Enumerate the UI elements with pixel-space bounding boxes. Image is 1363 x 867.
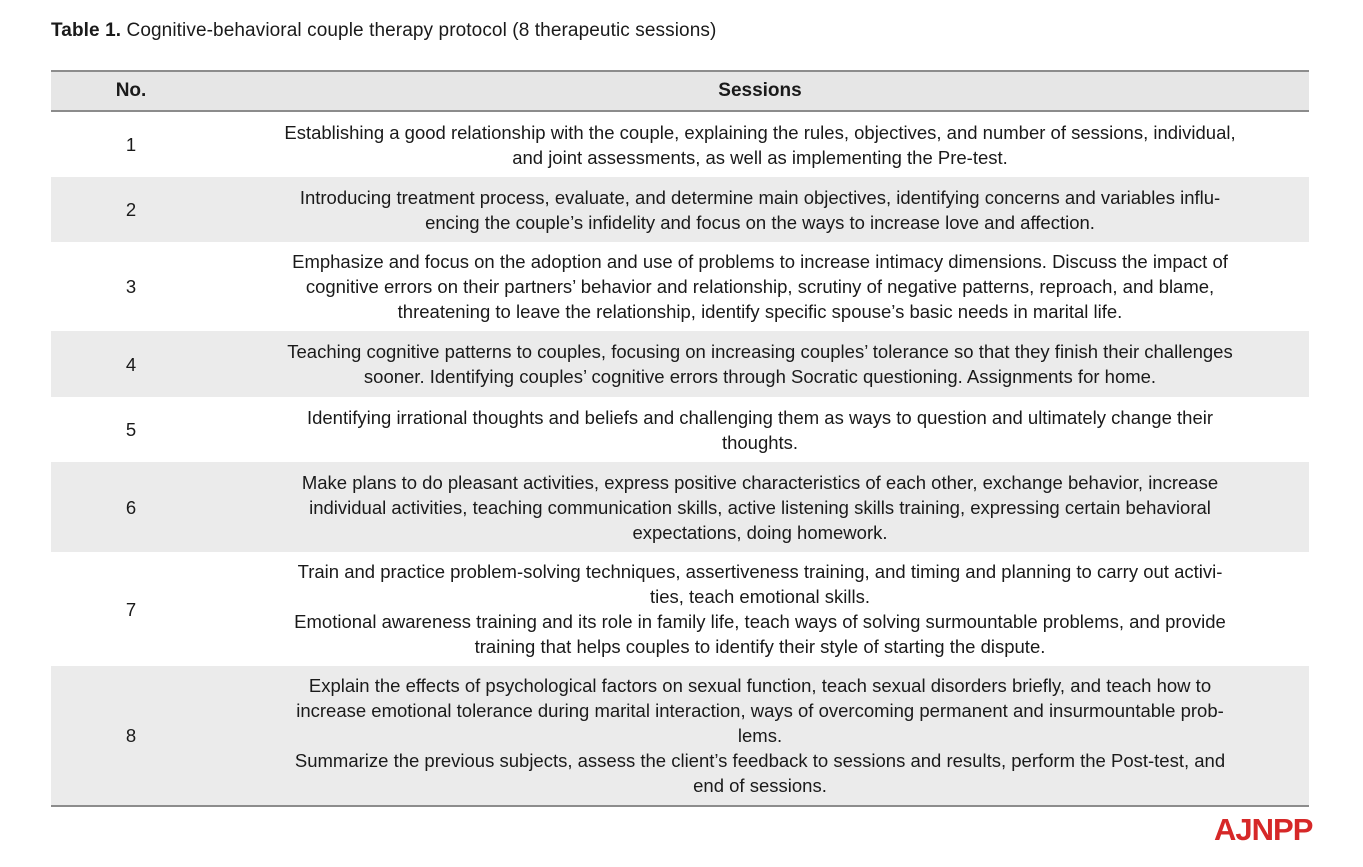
session-description xyxy=(211,177,1309,242)
protocol-table xyxy=(51,70,1309,807)
session-line: ties, teach emotional skills. xyxy=(649,586,871,607)
session-line: Introducing treatment process, evaluate, and determine main objectives, identifying concerns and variables influ- xyxy=(299,186,1221,208)
session-line: Identifying irrational thoughts and beliefs and challenging them as ways to question and ultimately change their xyxy=(306,406,1214,428)
session-number: 5 xyxy=(125,419,137,440)
table-caption-label: Table 1. xyxy=(51,20,122,41)
table-header-row xyxy=(51,71,1309,111)
session-description xyxy=(211,552,1309,666)
session-line: Summarize the previous subjects, assess the client’s feedback to sessions and results, perform the Post-test, and xyxy=(294,750,1226,771)
session-line: lems. xyxy=(737,725,783,746)
session-description xyxy=(211,666,1309,806)
session-description xyxy=(211,397,1309,462)
session-line: Emphasize and focus on the adoption and use of problems to increase intimacy dimensions. Discuss the impact of xyxy=(292,251,1228,272)
table-row xyxy=(51,177,1309,242)
session-line: Teaching cognitive patterns to couples, focusing on increasing couples’ tolerance so that they finish their challenges xyxy=(287,341,1233,362)
session-number: 3 xyxy=(125,276,137,297)
session-line: Train and practice problem-solving techniques, assertiveness training, and timing and planning to carry out activi- xyxy=(297,561,1223,582)
session-line: encing the couple’s infidelity and focus on the ways to increase love and affection. xyxy=(425,211,1095,233)
journal-logo: AJNPP xyxy=(1214,812,1313,847)
session-line: Explain the effects of psychological factors on sexual function, teach sexual disorders briefly, and teach how to xyxy=(308,675,1212,696)
session-line: training that helps couples to identify their style of starting the dispute. xyxy=(474,636,1046,657)
session-line: threatening to leave the relationship, identify specific spouse’s basic needs in marital life. xyxy=(397,301,1123,322)
table-row xyxy=(51,462,1309,552)
session-description xyxy=(211,331,1309,397)
header-no: No. xyxy=(51,71,211,111)
table-caption xyxy=(51,20,716,42)
table-row xyxy=(51,666,1309,806)
session-number: 2 xyxy=(51,177,211,242)
session-number: 8 xyxy=(51,666,211,806)
table-row xyxy=(51,111,1309,177)
session-line: Emotional awareness training and its role in family life, teach ways of solving surmountable problems, and provide xyxy=(294,611,1226,632)
session-line: sooner. Identifying couples’ cognitive errors through Socratic questioning. Assignments for home. xyxy=(363,366,1157,387)
session-number: 6 xyxy=(51,462,211,552)
session-description xyxy=(211,462,1309,552)
session-line: thoughts. xyxy=(721,431,799,453)
session-line: individual activities, teaching communication skills, active listening skills training, expressing certain behavioral xyxy=(309,496,1211,518)
session-description xyxy=(211,111,1309,177)
session-line: expectations, doing homework. xyxy=(632,521,888,543)
table-caption-text: Cognitive-behavioral couple therapy protocol (8 therapeutic sessions) xyxy=(121,20,717,41)
table-row xyxy=(51,552,1309,666)
session-line: Make plans to do pleasant activities, express positive characteristics of each other, exchange behavior, increase xyxy=(301,471,1219,493)
session-line: increase emotional tolerance during marital interaction, ways of overcoming permanent and insurmountable prob- xyxy=(296,700,1224,721)
session-line: cognitive errors on their partners’ behavior and relationship, scrutiny of negative patterns, reproach, and blame, xyxy=(305,276,1215,297)
session-number: 1 xyxy=(125,134,137,155)
session-line: Establishing a good relationship with the couple, explaining the rules, objectives, and number of sessions, individual, xyxy=(284,121,1236,143)
table-row xyxy=(51,242,1309,331)
table-row xyxy=(51,397,1309,462)
session-number: 7 xyxy=(125,598,137,620)
session-number: 4 xyxy=(51,331,211,397)
session-line: and joint assessments, as well as implementing the Pre-test. xyxy=(512,146,1008,168)
header-sessions: Sessions xyxy=(211,71,1309,111)
table-row xyxy=(51,331,1309,397)
session-line: end of sessions. xyxy=(693,775,827,796)
session-description xyxy=(211,242,1309,331)
